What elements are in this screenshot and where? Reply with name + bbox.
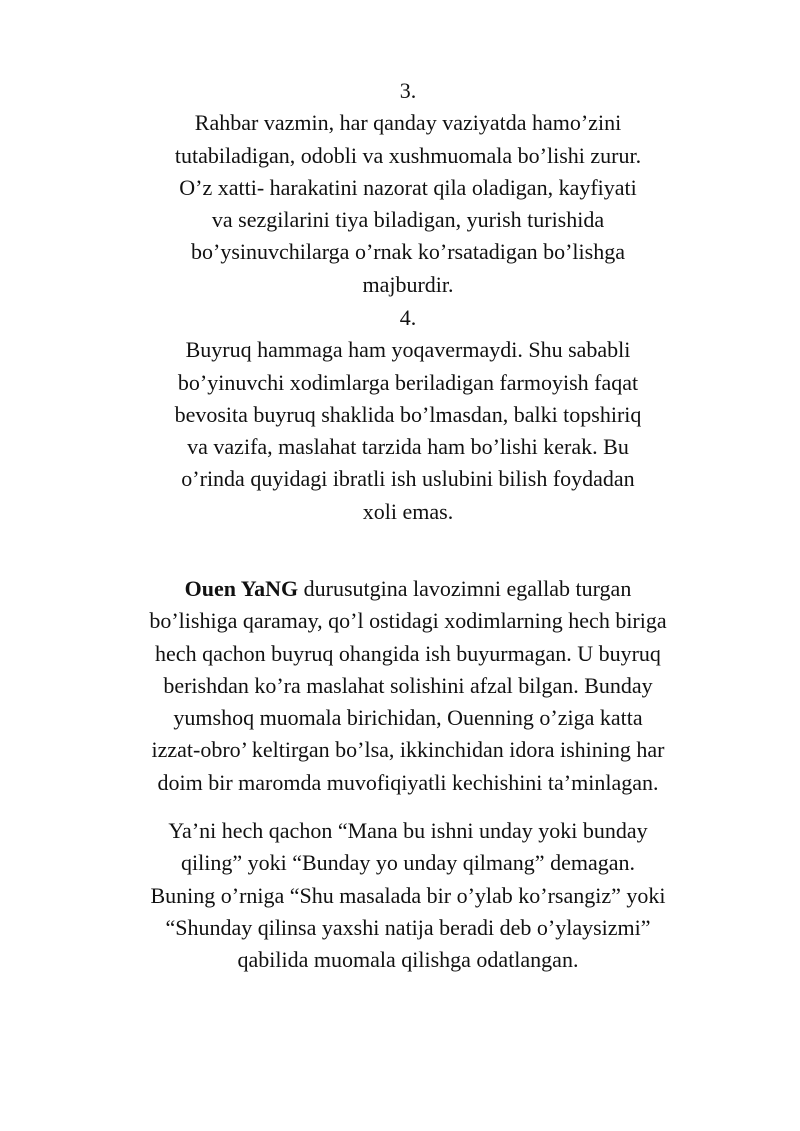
text-line: Rahbar vazmin, har qanday vaziyatda hamo’zini (194, 110, 622, 136)
text-line: xoli emas. (362, 498, 454, 524)
text-fragment: durusutgina lavozimni egallab turgan (298, 576, 632, 601)
text-line: hech qachon buyruq ohangida ish buyurmagan. U buyruq (155, 640, 661, 666)
text-line: bo’lishiga qaramay, qo’l ostidagi xodimlarning hech biriga (149, 608, 667, 634)
text-line: bo’ysinuvchilarga o’rnak ko’rsatadigan bo’lishga (191, 239, 625, 265)
paragraph-ouen-yang (100, 573, 716, 799)
text-line: berishdan ko’ra maslahat solishini afzal bilgan. Bunday (163, 672, 653, 698)
bold-name: Ouen YaNG (184, 576, 299, 601)
text-line: Buyruq hammaga ham yoqavermaydi. Shu sababli (185, 337, 631, 363)
text-line: bevosita buyruq shaklida bo’lmasdan, balki topshiriq (174, 401, 642, 427)
text-line: O’z xatti- harakatini nazorat qila oladigan, kayfiyati (179, 174, 637, 200)
text-line: izzat-obro’ keltirgan bo’lsa, ikkinchidan idora ishining har (151, 737, 665, 763)
text-line: majburdir. (362, 271, 454, 297)
text-line: va sezgilarini tiya biladigan, yurish turishida (211, 207, 605, 233)
text-line: qiling” yoki “Bunday yo unday qilmang” demagan. (181, 850, 635, 876)
section-number: 4. (399, 305, 417, 330)
text-line: va vazifa, maslahat tarzida ham bo’lishi kerak. Bu (187, 434, 629, 460)
text-line: bo’yinuvchi xodimlarga beriladigan farmoyish faqat (177, 369, 639, 395)
text-line: doim bir maromda muvofiqiyatli kechishini ta’minlagan. (157, 769, 659, 795)
paragraph-examples (100, 815, 716, 976)
section-number: 3. (399, 78, 417, 103)
text-line: Buning o’rniga “Shu masalada bir o’ylab ko’rsangiz” yoki (150, 882, 666, 908)
text-line: Ya’ni hech qachon “Mana bu ishni unday yoki bunday (168, 818, 648, 843)
text-line: tutabiladigan, odobli va xushmuomala bo’lishi zurur. (174, 142, 642, 168)
text-line: yumshoq muomala birichidan, Ouenning o’ziga katta (173, 705, 643, 731)
section-3 (150, 75, 666, 301)
section-4 (150, 302, 666, 528)
text-line (100, 573, 716, 605)
text-line: qabilida muomala qilishga odatlangan. (237, 947, 579, 973)
text-line: “Shunday qilinsa yaxshi natija beradi deb o’ylaysizmi” (165, 914, 651, 940)
text-line: o’rinda quyidagi ibratli ish uslubini bilish foydadan (181, 466, 635, 492)
